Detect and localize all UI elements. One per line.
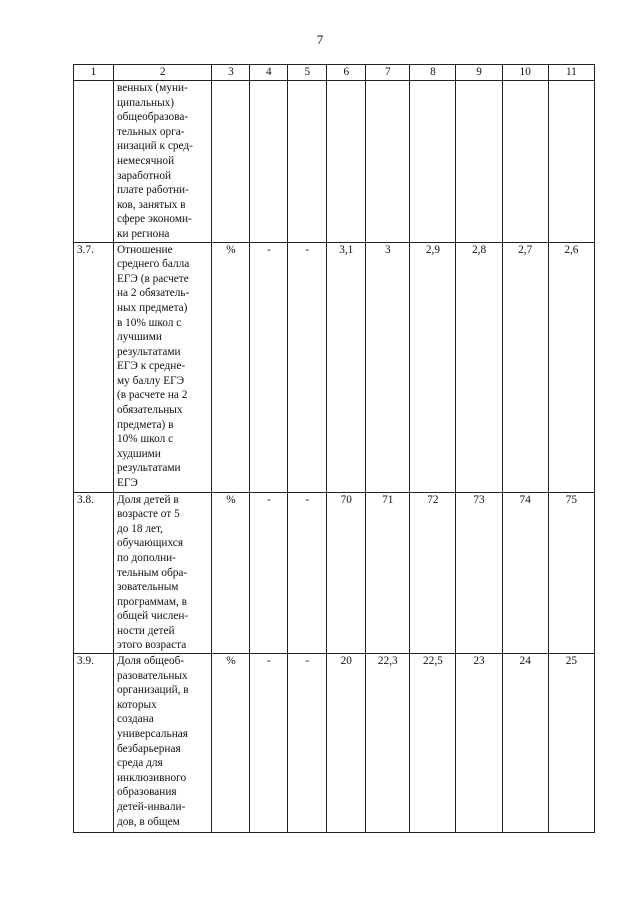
value-cell: 71: [366, 492, 410, 654]
value-cell: 20: [327, 654, 366, 833]
table-row: [74, 242, 595, 492]
value-cell: 3: [366, 242, 410, 492]
header-cell: 7: [366, 65, 410, 81]
value-cell: [327, 81, 366, 243]
value-cell: [502, 81, 548, 243]
value-cell: 3,1: [327, 242, 366, 492]
value-cell: [288, 81, 327, 243]
value-cell: 25: [548, 654, 594, 833]
value-cell: 72: [410, 492, 456, 654]
header-cell: 2: [113, 65, 211, 81]
value-cell: 2,8: [456, 242, 502, 492]
table-row: [74, 654, 595, 833]
value-cell: [548, 81, 594, 243]
header-cell: 5: [288, 65, 327, 81]
value-cell: -: [288, 654, 327, 833]
header-cell: 9: [456, 65, 502, 81]
value-cell: 74: [502, 492, 548, 654]
header-cell: 4: [250, 65, 288, 81]
value-cell: [366, 81, 410, 243]
value-cell: 75: [548, 492, 594, 654]
indicator-name-cell: венных (муни- ципальных) общеобразова- тельных орга- низаций к сред- немесячной заработной плате работни- ков, занятых в сфере экономи- ки региона: [113, 81, 211, 243]
header-cell: 11: [548, 65, 594, 81]
indicator-name-cell: Доля общеоб- разовательных организаций, в которых создана универсальная безбарьерная среда для инклюзивного образования детей-инвали- дов, в общем: [113, 654, 211, 833]
header-cell: 1: [74, 65, 114, 81]
header-cell: 10: [502, 65, 548, 81]
indicators-table: [73, 64, 595, 833]
row-number-cell: 3.9.: [74, 654, 114, 833]
value-cell: 2,9: [410, 242, 456, 492]
value-cell: [410, 81, 456, 243]
row-number-cell: 3.8.: [74, 492, 114, 654]
value-cell: 22,5: [410, 654, 456, 833]
value-cell: 73: [456, 492, 502, 654]
value-cell: 70: [327, 492, 366, 654]
table-header-row: [74, 65, 595, 81]
unit-cell: %: [212, 654, 250, 833]
value-cell: [250, 81, 288, 243]
value-cell: 23: [456, 654, 502, 833]
value-cell: -: [250, 492, 288, 654]
value-cell: -: [288, 492, 327, 654]
unit-cell: %: [212, 492, 250, 654]
indicator-name-cell: Отношение среднего балла ЕГЭ (в расчете на 2 обязатель- ных предмета) в 10% школ с лучшими результатами ЕГЭ к средне- му баллу ЕГЭ (в расчете на 2 обязательных предмета) в 10% школ с худшими результатами ЕГЭ: [113, 242, 211, 492]
value-cell: -: [250, 242, 288, 492]
unit-cell: %: [212, 242, 250, 492]
value-cell: 2,7: [502, 242, 548, 492]
header-cell: 6: [327, 65, 366, 81]
value-cell: -: [288, 242, 327, 492]
value-cell: [456, 81, 502, 243]
value-cell: -: [250, 654, 288, 833]
value-cell: 2,6: [548, 242, 594, 492]
page-number: 7: [316, 32, 324, 47]
value-cell: 22,3: [366, 654, 410, 833]
table-row: [74, 492, 595, 654]
header-cell: 3: [212, 65, 250, 81]
row-number-cell: [74, 81, 114, 243]
header-cell: 8: [410, 65, 456, 81]
table-row: [74, 81, 595, 243]
indicator-name-cell: Доля детей в возрасте от 5 до 18 лет, обучающихся по дополни- тельным обра- зовательным программам, в общей числен- ности детей этого возраста: [113, 492, 211, 654]
row-number-cell: 3.7.: [74, 242, 114, 492]
value-cell: 24: [502, 654, 548, 833]
unit-cell: [212, 81, 250, 243]
